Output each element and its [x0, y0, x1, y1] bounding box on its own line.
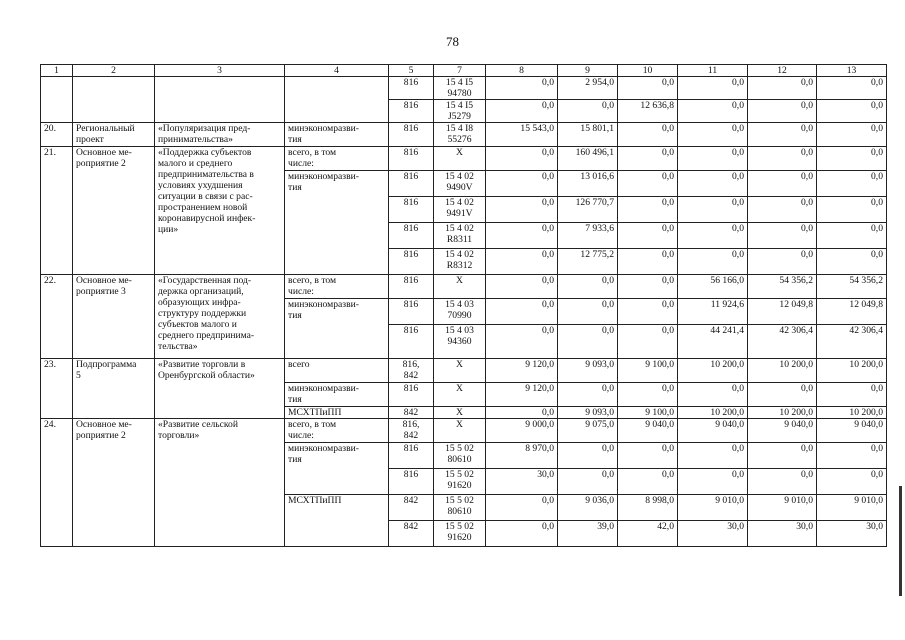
value-col-9: 39,0	[558, 521, 618, 547]
value-col-11: 9 040,0	[678, 419, 748, 443]
program-name	[155, 77, 285, 123]
value-col-8: 0,0	[486, 275, 558, 299]
value-col-12: 0,0	[748, 223, 817, 249]
value-col-8: 8 970,0	[486, 443, 558, 469]
budget-code: 15 5 02 91620	[434, 521, 486, 547]
value-col-13: 10 200,0	[817, 359, 887, 383]
value-col-12: 10 200,0	[748, 407, 817, 419]
header-cell: 5	[389, 65, 434, 77]
ministry-code: 816	[389, 469, 434, 495]
value-col-12: 0,0	[748, 383, 817, 407]
value-col-12: 9 010,0	[748, 495, 817, 521]
value-col-9: 12 775,2	[558, 249, 618, 275]
row-number: 22.	[41, 275, 73, 359]
page-number: 78	[446, 34, 459, 49]
value-col-9: 9 036,0	[558, 495, 618, 521]
program-type: Основное ме- роприятие 3	[73, 275, 155, 359]
value-col-12: 10 200,0	[748, 359, 817, 383]
value-col-8: 0,0	[486, 77, 558, 100]
value-col-9: 0,0	[558, 100, 618, 123]
budget-code: 15 4 I8 55276	[434, 123, 486, 147]
value-col-13: 9 040,0	[817, 419, 887, 443]
value-col-8: 9 120,0	[486, 359, 558, 383]
header-cell: 2	[73, 65, 155, 77]
value-col-10: 9 100,0	[618, 359, 678, 383]
value-col-10: 0,0	[618, 249, 678, 275]
executor: минэкономразви- тия	[285, 123, 389, 147]
program-type: Основное ме- роприятие 2	[73, 419, 155, 547]
executor: МСХТПиПП	[285, 407, 389, 419]
value-col-9: 7 933,6	[558, 223, 618, 249]
value-col-10: 0,0	[618, 197, 678, 223]
value-col-10: 0,0	[618, 469, 678, 495]
value-col-10: 9 100,0	[618, 407, 678, 419]
value-col-8: 0,0	[486, 171, 558, 197]
table-row	[41, 359, 887, 383]
value-col-8: 0,0	[486, 299, 558, 325]
budget-table	[40, 64, 887, 547]
value-col-8: 0,0	[486, 407, 558, 419]
value-col-10: 12 636,8	[618, 100, 678, 123]
budget-code: X	[434, 275, 486, 299]
program-name: «Развитие сельской торговли»	[155, 419, 285, 547]
value-col-10: 9 040,0	[618, 419, 678, 443]
ministry-code: 816	[389, 249, 434, 275]
value-col-9: 0,0	[558, 275, 618, 299]
value-col-11: 0,0	[678, 469, 748, 495]
value-col-11: 10 200,0	[678, 359, 748, 383]
budget-code: X	[434, 407, 486, 419]
budget-code: X	[434, 383, 486, 407]
header-cell: 12	[748, 65, 817, 77]
row-number: 23.	[41, 359, 73, 419]
ministry-code: 816	[389, 383, 434, 407]
value-col-10: 0,0	[618, 443, 678, 469]
value-col-13: 0,0	[817, 249, 887, 275]
value-col-13: 12 049,8	[817, 299, 887, 325]
value-col-12: 0,0	[748, 443, 817, 469]
executor: всего, в том числе:	[285, 419, 389, 443]
ministry-code: 816	[389, 147, 434, 171]
value-col-13: 30,0	[817, 521, 887, 547]
ministry-code: 816	[389, 100, 434, 123]
value-col-10: 0,0	[618, 123, 678, 147]
budget-code: X	[434, 147, 486, 171]
budget-code: 15 5 02 91620	[434, 469, 486, 495]
row-number: 21.	[41, 147, 73, 275]
value-col-13: 0,0	[817, 171, 887, 197]
value-col-11: 0,0	[678, 249, 748, 275]
ministry-code: 816	[389, 223, 434, 249]
executor: минэкономразви- тия	[285, 171, 389, 275]
value-col-12: 0,0	[748, 123, 817, 147]
ministry-code: 816	[389, 123, 434, 147]
value-col-10: 0,0	[618, 325, 678, 359]
ministry-code: 816, 842	[389, 359, 434, 383]
budget-code: 15 4 02 9490V	[434, 171, 486, 197]
value-col-8: 9 120,0	[486, 383, 558, 407]
value-col-11: 0,0	[678, 383, 748, 407]
value-col-13: 9 010,0	[817, 495, 887, 521]
value-col-12: 54 356,2	[748, 275, 817, 299]
value-col-13: 0,0	[817, 223, 887, 249]
executor: минэкономразви- тия	[285, 383, 389, 407]
budget-code: 15 5 02 80610	[434, 495, 486, 521]
value-col-11: 56 166,0	[678, 275, 748, 299]
budget-code: 15 4 03 70990	[434, 299, 486, 325]
ministry-code: 816	[389, 443, 434, 469]
table-row	[41, 147, 887, 171]
value-col-12: 12 049,8	[748, 299, 817, 325]
header-cell: 13	[817, 65, 887, 77]
executor	[285, 77, 389, 123]
budget-code: 15 4 02 R8312	[434, 249, 486, 275]
value-col-8: 0,0	[486, 223, 558, 249]
ministry-code: 842	[389, 521, 434, 547]
value-col-12: 0,0	[748, 77, 817, 100]
program-name: «Государственная под- держка организаций, образующих инфра- структуру поддержки субъектов малого и среднего предпринима- тельства»	[155, 275, 285, 359]
budget-code: X	[434, 419, 486, 443]
value-col-13: 0,0	[817, 100, 887, 123]
budget-code: X	[434, 359, 486, 383]
value-col-8: 0,0	[486, 495, 558, 521]
value-col-8: 0,0	[486, 249, 558, 275]
value-col-8: 0,0	[486, 197, 558, 223]
value-col-10: 0,0	[618, 275, 678, 299]
header-cell: 3	[155, 65, 285, 77]
value-col-11: 0,0	[678, 100, 748, 123]
value-col-11: 0,0	[678, 147, 748, 171]
row-number	[41, 77, 73, 123]
program-type: Региональный проект	[73, 123, 155, 147]
value-col-11: 0,0	[678, 223, 748, 249]
scan-edge-mark	[899, 486, 902, 596]
value-col-10: 0,0	[618, 171, 678, 197]
value-col-11: 9 010,0	[678, 495, 748, 521]
executor: всего, в том числе:	[285, 275, 389, 299]
value-col-13: 0,0	[817, 443, 887, 469]
value-col-9: 15 801,1	[558, 123, 618, 147]
value-col-9: 9 093,0	[558, 359, 618, 383]
value-col-11: 11 924,6	[678, 299, 748, 325]
value-col-10: 0,0	[618, 223, 678, 249]
table-row	[41, 419, 887, 443]
ministry-code: 842	[389, 495, 434, 521]
executor: всего	[285, 359, 389, 383]
value-col-12: 0,0	[748, 100, 817, 123]
header-row	[41, 65, 887, 77]
value-col-8: 9 000,0	[486, 419, 558, 443]
value-col-13: 0,0	[817, 383, 887, 407]
row-number: 24.	[41, 419, 73, 547]
value-col-8: 0,0	[486, 147, 558, 171]
value-col-12: 9 040,0	[748, 419, 817, 443]
value-col-13: 0,0	[817, 123, 887, 147]
program-type	[73, 77, 155, 123]
value-col-11: 10 200,0	[678, 407, 748, 419]
budget-code: 15 4 03 94360	[434, 325, 486, 359]
value-col-8: 30,0	[486, 469, 558, 495]
value-col-10: 0,0	[618, 383, 678, 407]
value-col-8: 0,0	[486, 325, 558, 359]
header-cell: 9	[558, 65, 618, 77]
value-col-13: 42 306,4	[817, 325, 887, 359]
value-col-10: 42,0	[618, 521, 678, 547]
value-col-13: 0,0	[817, 147, 887, 171]
value-col-13: 10 200,0	[817, 407, 887, 419]
value-col-11: 0,0	[678, 123, 748, 147]
ministry-code: 816	[389, 275, 434, 299]
value-col-10: 8 998,0	[618, 495, 678, 521]
executor: МСХТПиПП	[285, 495, 389, 547]
value-col-11: 44 241,4	[678, 325, 748, 359]
value-col-10: 0,0	[618, 147, 678, 171]
budget-code: 15 5 02 80610	[434, 443, 486, 469]
value-col-12: 0,0	[748, 469, 817, 495]
header-cell: 1	[41, 65, 73, 77]
value-col-9: 0,0	[558, 469, 618, 495]
header-cell: 7	[434, 65, 486, 77]
value-col-9: 160 496,1	[558, 147, 618, 171]
table-row	[41, 275, 887, 299]
value-col-9: 126 770,7	[558, 197, 618, 223]
program-type: Подпрограмма 5	[73, 359, 155, 419]
value-col-9: 0,0	[558, 325, 618, 359]
header-cell: 4	[285, 65, 389, 77]
value-col-12: 0,0	[748, 197, 817, 223]
value-col-12: 30,0	[748, 521, 817, 547]
value-col-9: 13 016,6	[558, 171, 618, 197]
ministry-code: 816	[389, 197, 434, 223]
header-cell: 10	[618, 65, 678, 77]
value-col-11: 0,0	[678, 197, 748, 223]
executor: минэкономразви- тия	[285, 299, 389, 359]
value-col-12: 0,0	[748, 171, 817, 197]
value-col-12: 0,0	[748, 147, 817, 171]
value-col-13: 0,0	[817, 197, 887, 223]
program-name: «Поддержка субъектов малого и среднего предпринимательства в условиях ухудшения ситуации в связи с рас- пространением новой коронавирусной инфек- ции»	[155, 147, 285, 275]
ministry-code: 842	[389, 407, 434, 419]
value-col-9: 9 075,0	[558, 419, 618, 443]
value-col-11: 0,0	[678, 77, 748, 100]
budget-code: 15 4 I5 J5279	[434, 100, 486, 123]
value-col-12: 42 306,4	[748, 325, 817, 359]
value-col-9: 0,0	[558, 443, 618, 469]
header-cell: 8	[486, 65, 558, 77]
value-col-8: 0,0	[486, 521, 558, 547]
program-type: Основное ме- роприятие 2	[73, 147, 155, 275]
budget-code: 15 4 02 9491V	[434, 197, 486, 223]
value-col-10: 0,0	[618, 299, 678, 325]
ministry-code: 816	[389, 77, 434, 100]
value-col-11: 30,0	[678, 521, 748, 547]
header-cell: 11	[678, 65, 748, 77]
value-col-9: 9 093,0	[558, 407, 618, 419]
ministry-code: 816, 842	[389, 419, 434, 443]
value-col-9: 2 954,0	[558, 77, 618, 100]
ministry-code: 816	[389, 325, 434, 359]
budget-code: 15 4 02 R8311	[434, 223, 486, 249]
executor: всего, в том числе:	[285, 147, 389, 171]
program-name: «Популяризация пред- принимательства»	[155, 123, 285, 147]
value-col-13: 54 356,2	[817, 275, 887, 299]
executor: минэкономразви- тия	[285, 443, 389, 495]
value-col-9: 0,0	[558, 299, 618, 325]
value-col-9: 0,0	[558, 383, 618, 407]
value-col-8: 0,0	[486, 100, 558, 123]
row-number: 20.	[41, 123, 73, 147]
value-col-12: 0,0	[748, 249, 817, 275]
budget-code: 15 4 I5 94780	[434, 77, 486, 100]
table-row	[41, 77, 887, 100]
value-col-13: 0,0	[817, 77, 887, 100]
ministry-code: 816	[389, 171, 434, 197]
ministry-code: 816	[389, 299, 434, 325]
program-name: «Развитие торговли в Оренбургской области»	[155, 359, 285, 419]
value-col-10: 0,0	[618, 77, 678, 100]
value-col-13: 0,0	[817, 469, 887, 495]
value-col-11: 0,0	[678, 443, 748, 469]
value-col-8: 15 543,0	[486, 123, 558, 147]
table-row	[41, 123, 887, 147]
value-col-11: 0,0	[678, 171, 748, 197]
